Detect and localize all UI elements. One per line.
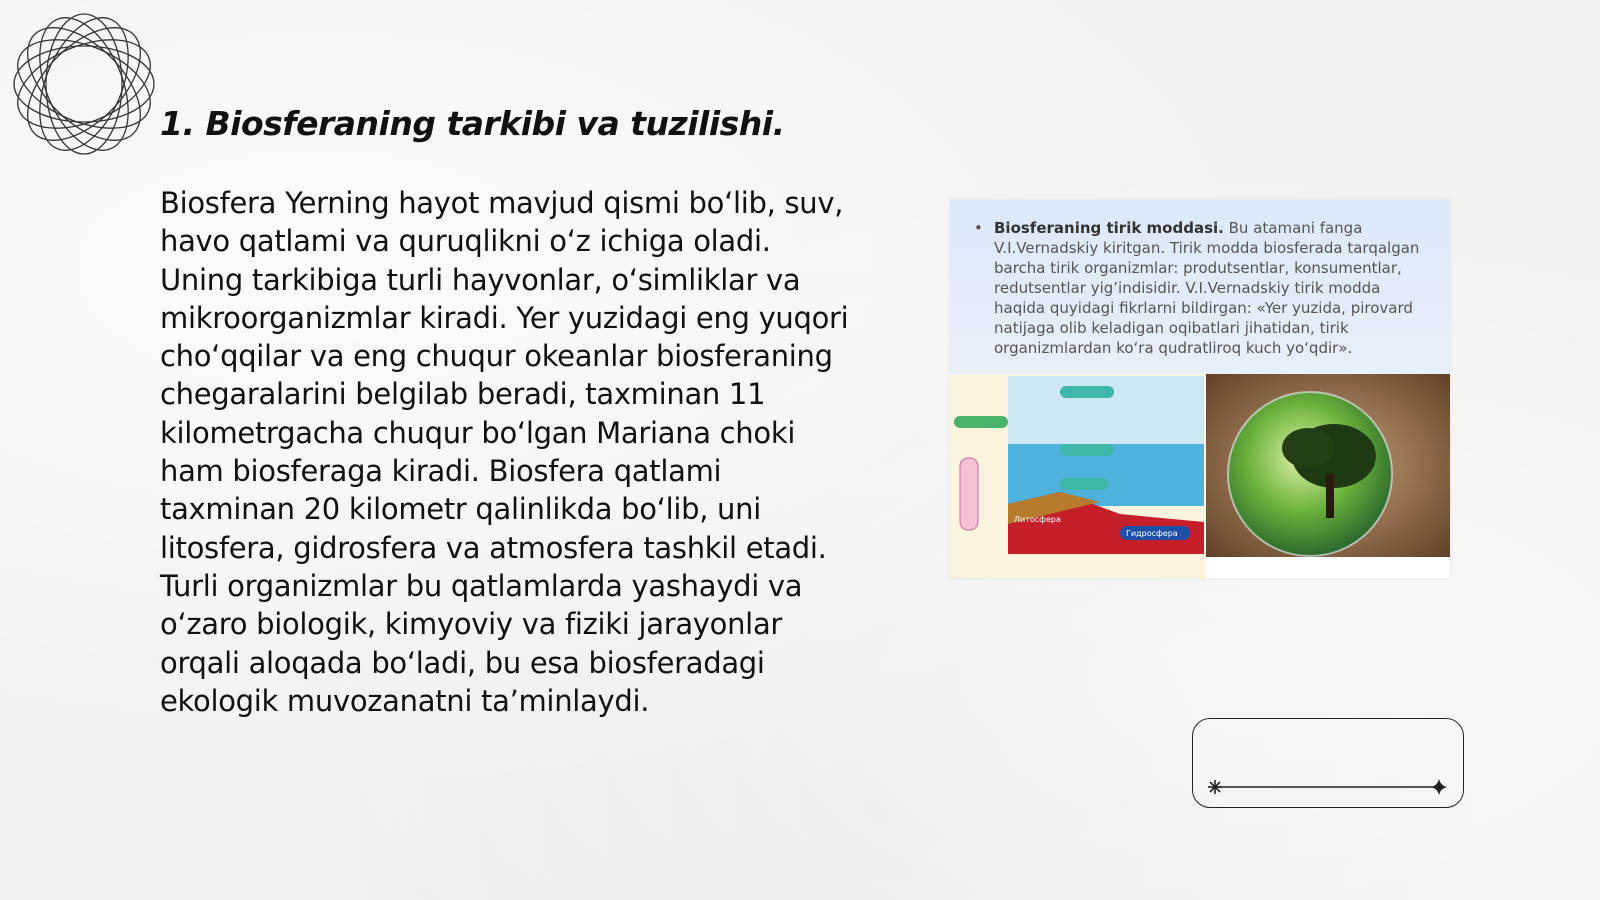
biosphere-layers-diagram [950,374,1206,578]
ornament-ellipse [14,46,154,122]
ornament-ellipse [46,14,122,154]
ornament-ellipse [10,10,158,158]
ornament-ellipse [22,10,146,158]
figure-paragraph: Bu atamani fanga V.I.Vernadskiy kiritgan. Tirik modda biosferada tarqalgan barcha tirik organizmlar: produtsentlar, konsumentlar, redutsentlar yig’indisidir. V.I.Vernadskiy tirik modda haqida quyidagi fikrlarni bildirgan: «Yer yuzida, pirovard natijaga olib keladigan oqibatlari jihatidan, tirik organizmlardan ko‘ra qudratliroq kuch yo‘qdir». [994,219,1420,357]
decorative-circle-ornament [10,10,158,158]
ornament-ellipse [10,10,158,158]
slide-title: 1. Biosferaning tarkibi va tuzilishi. [160,104,785,143]
figure-text-block [950,200,1450,374]
decorative-card [1192,718,1464,808]
sparkle-icon [1431,779,1447,795]
card-line-ornament [1193,719,1465,809]
slide-body-text: Biosfera Yerning hayot mavjud qismi bo‘lib, suv, havo qatlami va quruqlikni o‘z ichiga oladi. Uning tarkibiga turli hayvonlar, o‘simliklar va mikroorganizmlar kiradi. Yer yuzidagi eng yuqori cho‘qqilar va eng chuqur okeanlar biosferaning chegaralarini belgilab beradi, taxminan 11 kilometrgacha chuqur bo‘lgan Mariana choki ham biosferaga kiradi. Biosfera qatlami taxminan 20 kilometr qalinlikda bo‘lib, uni litosfera, gidrosfera va atmosfera tashkil etadi. Turli organizmlar bu qatlamlarda yashaydi va o‘zaro biologik, kimyoviy va fiziki jarayonlar orqali aloqada bo‘ladi, bu esa biosferadagi ekologik muvozanatni ta’minlaydi. [160,186,849,718]
figure-heading: Biosferaning tirik moddasi. [994,219,1224,237]
ornament-ellipse [22,10,146,158]
globe-tree-image [1206,374,1450,557]
diagram-label-hydrosphere: Гидросфера [1126,529,1178,538]
ornament-ellipse [10,22,158,146]
starburst-icon [1208,780,1222,794]
textbook-figure [950,200,1450,578]
diagram-label-lithosphere: Литосфера [1014,515,1061,524]
ornament-ellipse [10,22,158,146]
figure-bullet: • [974,219,983,237]
